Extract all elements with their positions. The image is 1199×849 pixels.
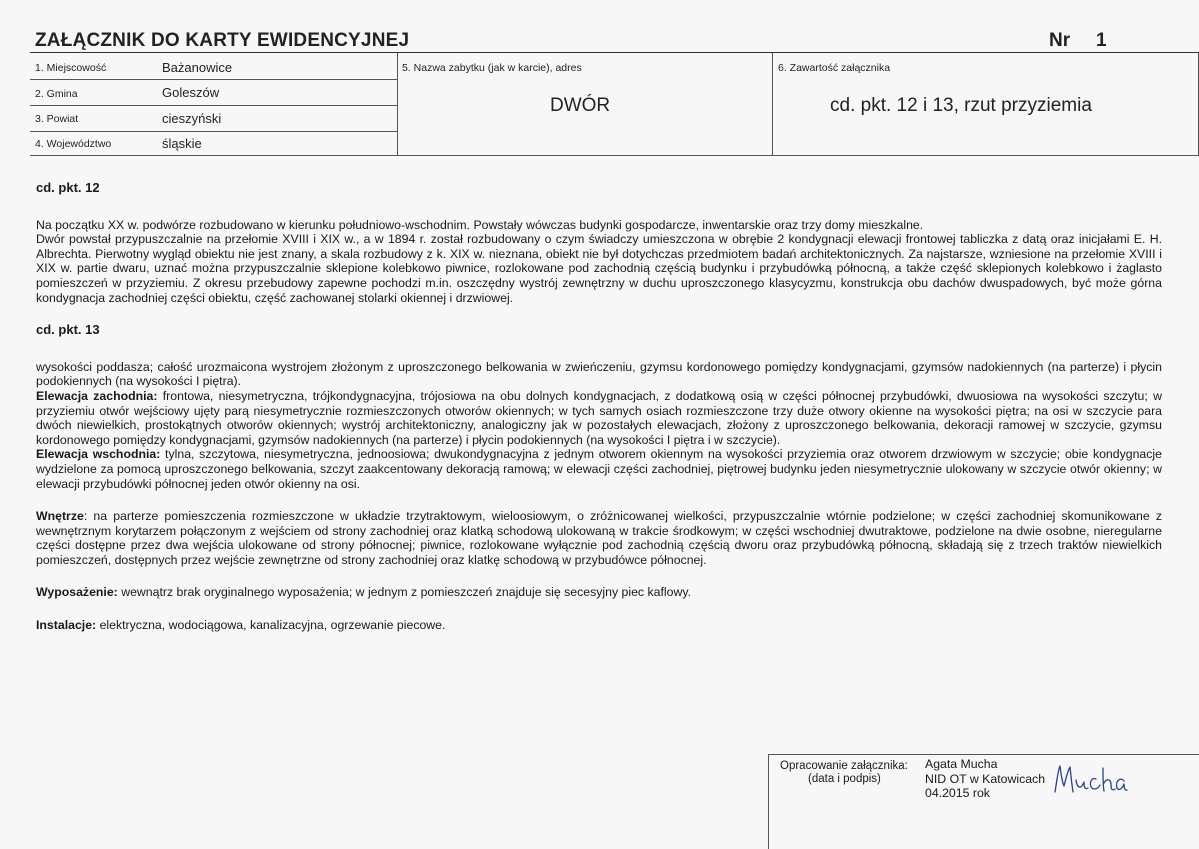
author-organization: NID OT w Katowicach: [925, 771, 1046, 786]
pkt13-heading: cd. pkt. 13: [36, 322, 100, 338]
column-divider: [772, 53, 773, 156]
elewacja-zachodnia-text: frontowa, niesymetryczna, trójkondygnacyjna, trójosiowa na obu dolnych kondygnacjach, z dodatkową osią w części północnej przybudówki, dwuosiowa na wysokości szczytu; w przyziemiu otwór wejściowy ujęty parą niesymetrycznie rozmieszczonych otworów okiennych; w tych samych osiach rozmieszczone trzy duże otwory okienne na wysokości piętra; na osi w szczycie para dwóch niewielkich, prostokątnych otworów okiennych; wystrój architektoniczny, analogiczny jak w pozostałych elewacjach, złożony z uproszczonego belkowania, dekoracji ramowej w szczycie, gzymsu kordonowego pomiędzy kondygnacjami, gzymsów nadokiennych (na parterze) i płycin podokiennych (na wysokości I piętra i w szczycie).: [36, 388, 1162, 447]
gmina-label: 2. Gmina: [35, 88, 78, 100]
wyposazenie-label: Wyposażenie:: [36, 585, 118, 600]
wyposazenie-paragraph: [36, 585, 1162, 600]
instalacje-text: elektryczna, wodociągowa, kanalizacyjna, ogrzewanie piecowe.: [96, 618, 446, 633]
elewacja-zachodnia-paragraph: [36, 389, 1162, 447]
pkt12-heading: cd. pkt. 12: [36, 180, 100, 195]
elewacja-wschodnia-paragraph: [36, 447, 1162, 491]
author-date: 04.2015 rok: [925, 786, 990, 800]
header-fields-table: [30, 53, 1199, 156]
zawartosc-label: 6. Zawartość załącznika: [778, 62, 891, 74]
wnetrze-label: Wnętrze: [36, 509, 84, 524]
document-title: ZAŁĄCZNIK DO KARTY EWIDENCYJNEJ: [35, 30, 410, 51]
wojewodztwo-label: 4. Województwo: [35, 138, 112, 150]
footer-rule: [768, 754, 1199, 755]
instalacje-label: Instalacje:: [36, 618, 97, 633]
number-label: Nr: [1049, 30, 1071, 51]
document-body: [36, 181, 1162, 633]
handwritten-signature-icon: [1052, 762, 1128, 803]
elewacja-zachodnia-label: Elewacja zachodnia:: [36, 388, 158, 403]
nazwa-zabytku-label: 5. Nazwa zabytku (jak w karcie), adres: [402, 62, 582, 74]
row-divider: [30, 131, 397, 132]
wojewodztwo-value: śląskie: [162, 136, 202, 151]
footer-divider: [768, 754, 769, 849]
instalacje-paragraph: [36, 618, 1162, 633]
zawartosc-value: cd. pkt. 12 i 13, rzut przyziemia: [830, 95, 1092, 116]
nazwa-zabytku-value: DWÓR: [550, 95, 611, 116]
gmina-value: Goleszów: [162, 85, 220, 100]
wyposazenie-text: wewnątrz brak oryginalnego wyposażenia; w jednym z pomieszczeń znajduje się secesyjny piec kaflowy.: [117, 585, 691, 600]
number-value: 1: [1096, 30, 1107, 51]
row-divider: [30, 105, 397, 106]
powiat-label: 3. Powiat: [35, 113, 79, 125]
column-divider: [397, 53, 398, 156]
miejscowosc-value: Bażanowice: [162, 60, 233, 75]
elewacja-wschodnia-text: tylna, szczytowa, niesymetryczna, jednoosiowa; dwukondygnacyjna z jednym otworem okiennym na wysokości przyziemia oraz otworem drzwiowym w szczycie; obie kondygnacje wydzielone za pomocą uproszczonego belkowania, szczyt zaakcentowany dekoracją ramową; w elewacji części zachodniej, piętrowej budynku jeden niesymetrycznie ulokowany w szczycie otwór okienny; w elewacji przybudówki północnej jeden otwór okienny na osi.: [36, 447, 1162, 491]
powiat-value: cieszyński: [162, 111, 222, 126]
wnetrze-text: : na parterze pomieszczenia rozmieszczone w układzie trzytraktowym, wieloosiowym, o zróżnicowanej wielkości, przypuszczalnie wtórnie podzielone; w części zachodniej skomunikowane z wewnętrznym korytarzem połączonym z wejściem od strony zachodniej oraz klatką schodową ulokowaną w trakcie środkowym; w części wschodniej dwutraktowe, podzielone na dwie osobne, nieregularne części dostępne przez dwa wejścia ulokowane od strony północnej; piwnice, rozlokowane wyłącznie pod zachodnią częścią dworu oraz przybudówką północną, składają się z trzech traktów niewielkich pomieszczeń, dostępnych przez wejście zewnętrzne od strony zachodniej oraz klatkę schodową w przybudówce północnej.: [36, 509, 1162, 567]
date-signature-label: (data i podpis): [808, 773, 881, 785]
wnetrze-paragraph: [36, 509, 1162, 567]
author-block: [925, 757, 1045, 801]
row-divider: [30, 79, 397, 80]
pkt12-paragraph-2: Dwór powstał przypuszczalnie na przełomie XVIII i XIX w., a w 1894 r. został rozbudowany o czym świadczy umieszczona w obrębie 2 kondygnacji elewacji frontowej tabliczka z datą oraz inicjałami E. H. Albrechta. Pierwotny wygląd obiektu nie jest znany, a skala rozbudowy z k. XIX w. nieznana, obiekt nie był dotychczas przedmiotem badań architektonicznych. Za najstarsze, wzniesione na przełomie XVIII i XIX w. partie dwaru, uznać można przypuszczalnie sklepione kolebkowo piwnice, rozlokowane pod zachodnią częścią budynku i przybudówką północną, a także część sklepionych kolebkowo i żaglasto pomieszczeń w przyziemiu. Z okresu przebudowy zapewne pochodzi m.in. oszczędny wystrój zewnętrzny w duchu uproszczonego klasycyzmu, konstrukcja obu dachów dwuspadowych, być może górna kondygnacja zachodniej części obiektu, część zachowanej stolarki okiennej i drzwiowej.: [36, 232, 1162, 305]
pkt12-paragraph-1: Na początku XX w. podwórze rozbudowano w kierunku południowo-wschodnim. Powstały wówczas budynki gospodarcze, inwentarskie oraz trzy domy mieszkalne.: [36, 217, 924, 232]
table-bottom-border: [30, 155, 1199, 156]
elewacja-wschodnia-label: Elewacja wschodnia:: [36, 447, 161, 462]
prepared-by-label: Opracowanie załącznika:: [780, 760, 908, 772]
author-name: Agata Mucha: [925, 757, 998, 771]
miejscowosc-label: 1. Miejscowość: [35, 62, 107, 74]
pkt13-paragraph-1: wysokości poddasza; całość urozmaicona wystrojem złożonym z uproszczonego belkowania w zwieńczeniu, gzymsu kordonowego pomiędzy kondygnacjami, gzymsów nadokiennych (na parterze) i płycin podokiennych (na wysokości I piętra).: [36, 359, 1162, 389]
